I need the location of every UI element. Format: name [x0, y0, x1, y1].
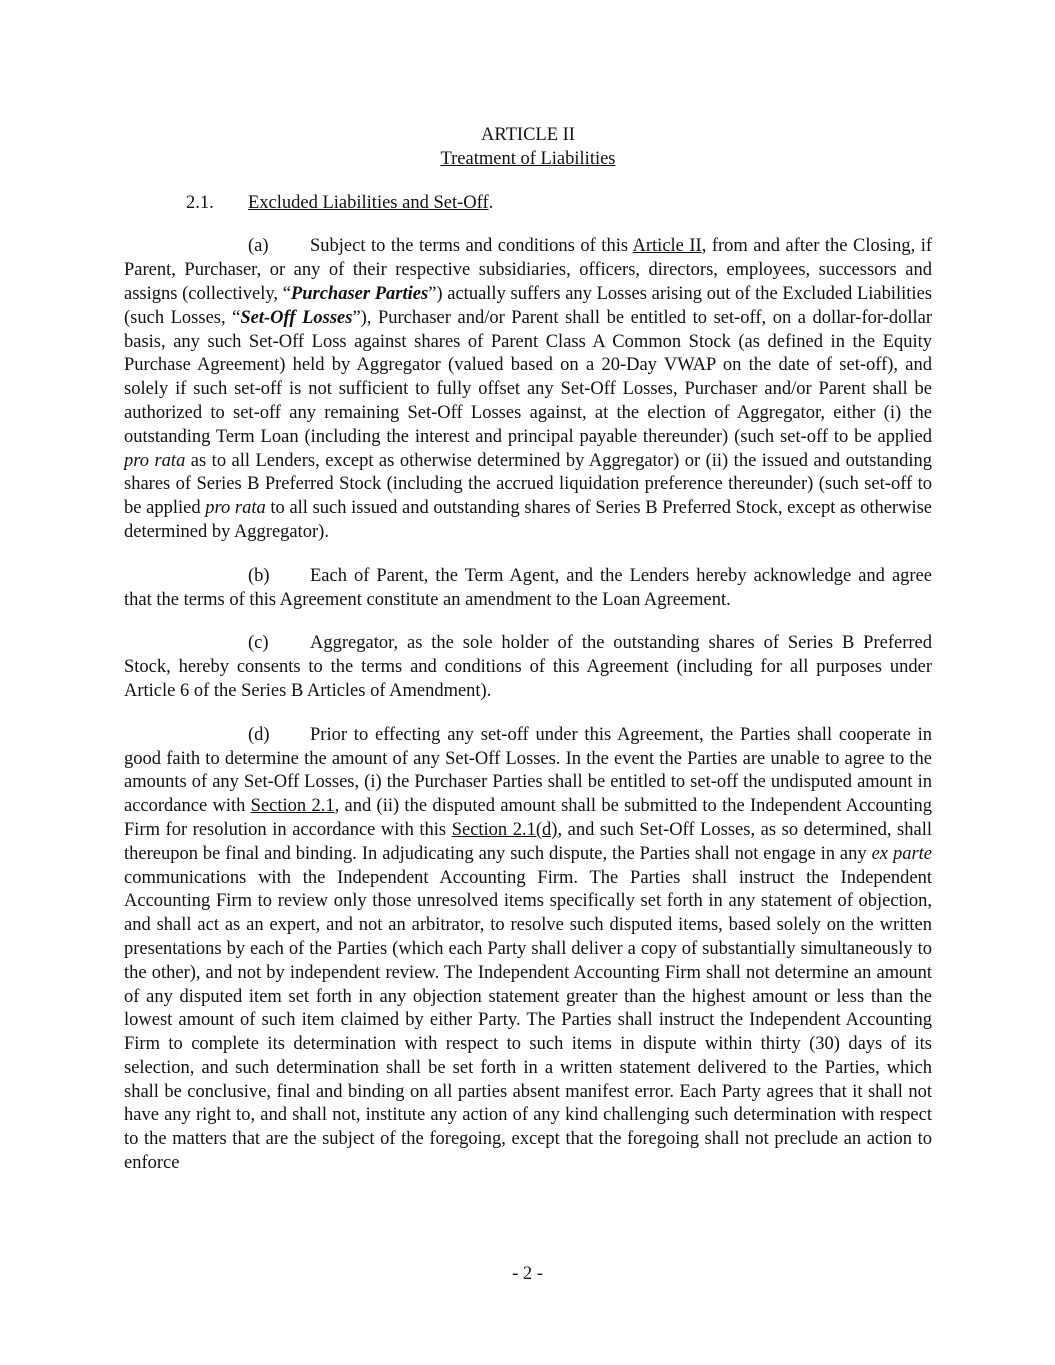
- paragraph-text: , and such Set-Off Losses, as so determined, shall thereupon be final and binding. In adjudicating any such dispute, the Parties shall not engage in any: [124, 819, 932, 864]
- paragraph-text: ”) actually suffers any Losses arising out of the Excluded Liabilities (such Losses, “: [124, 283, 932, 328]
- paragraph-b: [124, 565, 932, 613]
- italic-ex-parte: ex parte: [871, 843, 932, 864]
- cross-reference-section-2-1-d: Section 2.1(d): [451, 819, 558, 840]
- paragraph-a-label: (a): [248, 236, 269, 257]
- paragraph-c-label: (c): [248, 633, 269, 654]
- cross-reference-section-2-1: Section 2.1: [250, 796, 335, 817]
- cross-reference-article-ii: Article II: [632, 236, 702, 257]
- paragraph-text: as to all Lenders, except as otherwise determined by Aggregator) or (ii) the issued and outstanding shares of Series B Preferred Stock (including the accrued liquidation preference thereunder) (such set-off to be applied: [124, 450, 932, 519]
- paragraph-text: to all such issued and outstanding shares of Series B Preferred Stock, except as otherwise determined by Aggregator).: [124, 498, 933, 542]
- paragraph-text: ”), Purchaser and/or Parent shall be entitled to set-off, on a dollar-for-dollar basis, any such Set-Off Loss against shares of Parent Class A Common Stock (as defined in the Equity Purchase Agreement) held by Aggregator (valued based on a 20-Day VWAP on the date of set-off), and solely if such set-off is not sufficient to fully offset any Set-Off Losses, Purchaser and/or Parent shall be authorized to set-off any remaining Set-Off Losses against, at the election of Aggregator, either (i) the outstanding Term Loan (including the interest and principal payable thereunder) (such set-off to be applied: [124, 307, 932, 447]
- paragraph-text: Each of Parent, the Term Agent, and the Lenders hereby acknowledge and agree that the terms of this Agreement constitute an amendment to the Loan Agreement.: [124, 565, 932, 610]
- document-body: [124, 124, 932, 1196]
- paragraph-a: [124, 235, 932, 544]
- paragraph-text: Prior to effecting any set-off under this Agreement, the Parties shall cooperate in good faith to determine the amount of any Set-Off Losses. In the event the Parties are unable to agree to the amounts of any Set-Off Losses, (i) the Purchaser Parties shall be entitled to set-off the undisputed amount in accordance with: [124, 724, 932, 817]
- section-number: 2.1.: [186, 192, 214, 213]
- article-title: ARTICLE II: [481, 125, 575, 145]
- page-number: - 2 -: [512, 1264, 543, 1284]
- paragraph-text: Subject to the terms and conditions of this: [310, 236, 633, 257]
- paragraph-text: Aggregator, as the sole holder of the outstanding shares of Series B Preferred Stock, hereby consents to the terms and conditions of this Agreement (including for all purposes under Article 6 of the Series B Articles of Amendment).: [124, 633, 932, 701]
- defined-term-purchaser-parties: Purchaser Parties: [290, 283, 429, 304]
- section-heading: [124, 192, 932, 216]
- paragraph-d: [124, 724, 932, 1176]
- paragraph-text: , from and after the Closing, if Parent, Purchaser, or any of their respective subsidiaries, officers, directors, employees, successors and assigns (collectively, “: [124, 236, 932, 304]
- italic-pro-rata: pro rata: [124, 450, 186, 471]
- paragraph-c: [124, 632, 932, 703]
- paragraph-text: communications with the Independent Accounting Firm. The Parties shall instruct the Independent Accounting Firm to review only those unresolved items specifically set forth in any statement of objection, and shall act as an expert, and not an arbitrator, to resolve such disputed items, based solely on the written presentations by each of the Parties (which each Party shall deliver a copy of substantially simultaneously to the other), and not by independent review. The Independent Accounting Firm shall not determine an amount of any disputed item set forth in any objection statement greater than the highest amount or less than the lowest amount of such item claimed by either Party. The Parties shall instruct the Independent Accounting Firm to complete its determination with respect to such items in dispute within thirty (30) days of its selection, and such determination shall be set forth in a written statement delivered to the Parties, which shall be conclusive, final and binding on all parties absent manifest error. Each Party agrees that it shall not have any right to, and shall not, institute any action of any kind challenging such determination with respect to the matters that are the subject of the foregoing, except that the foregoing shall not preclude an action to enforce: [124, 867, 932, 1174]
- paragraph-text: , and (ii) the disputed amount shall be submitted to the Independent Accounting Firm for resolution in accordance with this: [124, 796, 932, 840]
- article-subtitle: Treatment of Liabilities: [440, 148, 616, 169]
- defined-term-set-off-losses: Set-Off Losses: [240, 307, 353, 328]
- paragraph-b-label: (b): [248, 565, 270, 586]
- section-title-period: .: [488, 192, 494, 213]
- italic-pro-rata: pro rata: [205, 498, 266, 519]
- section-title: Excluded Liabilities and Set-Off: [248, 192, 489, 213]
- paragraph-d-label: (d): [248, 724, 270, 745]
